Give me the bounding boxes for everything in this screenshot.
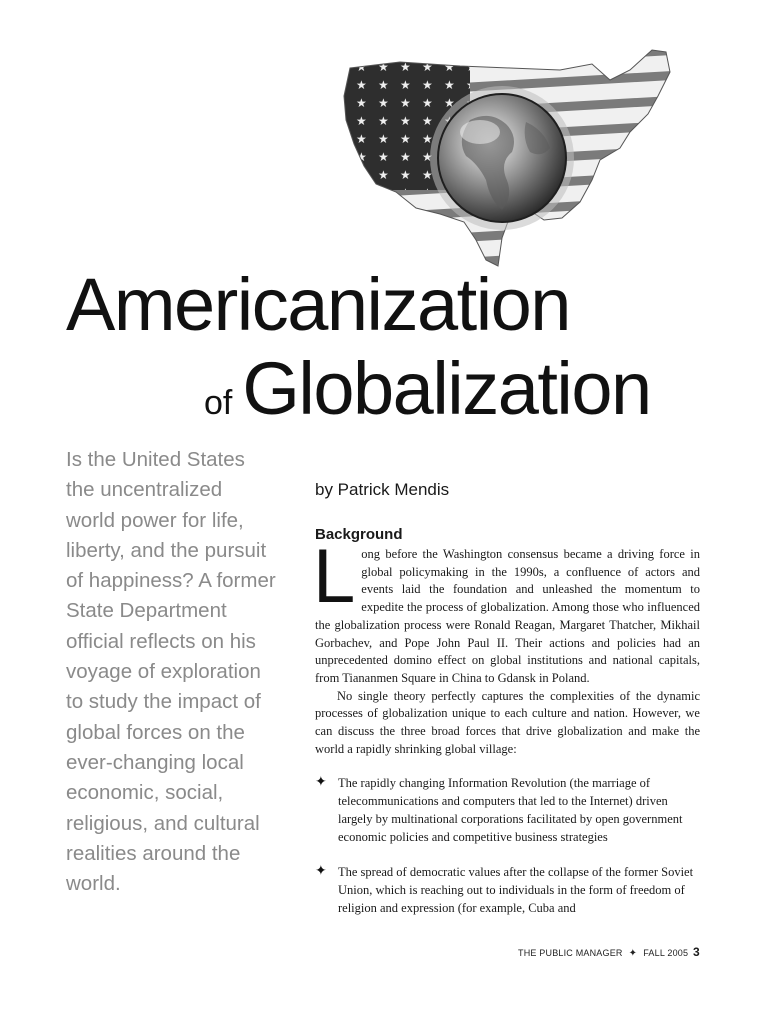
page-number: 3	[693, 945, 700, 959]
bullet-list	[315, 775, 700, 917]
byline: by Patrick Mendis	[315, 480, 450, 499]
us-flag-map-with-globe-icon	[330, 40, 680, 270]
list-item-text: The rapidly changing Information Revolution (the marriage of telecommunications and computers that led to the Internet) driven largely by multinational corporations facilitated by open government economic policies and competitive business strategies	[338, 776, 683, 844]
list-item-text: The spread of democratic values after the collapse of the former Soviet Union, which is reaching out to individuals in the form of freedom of religion and expression (for example, Cuba and	[338, 865, 694, 915]
page-footer	[518, 948, 688, 959]
list-item	[315, 864, 700, 917]
footer-star-icon: ✦	[628, 948, 638, 959]
paragraph-1-text: ong before the Washington consensus became a driving force in global policymaking in the 1990s, a confluence of actors and events laid the foundation and unleashed the momentum to expedite the process of globalization. Among those who influenced the globalization process were Ronald Reagan, Margaret Thatcher, Mikhail Gorbachev, and Pope John Paul II. Their actions and policies had an unprecedented domino effect on global institutions and national capitals, from Tiananmen Square in China to Gdansk in Poland.	[315, 547, 700, 685]
article-deck: Is the United States the uncentralized world power for life, liberty, and the pursuit of happiness? A former State Department official reflects on his voyage of exploration to study the impact of global forces on the ever-changing local economic, social, religious, and cultural realities around the world.	[66, 448, 276, 896]
star-bullet-icon: ✦	[315, 775, 327, 791]
title-word-globalization: Globalization	[242, 347, 651, 430]
publication-name: THE PUBLIC MANAGER	[518, 948, 623, 958]
title-connector: of	[204, 384, 233, 422]
body-paragraph-2: No single theory perfectly captures the complexities of the dynamic processes of globalization unique to each culture and nation. However, we can discuss the three broad forces that drive globalization and make the world a rapidly shrinking global village:	[315, 688, 700, 756]
drop-cap: L	[313, 534, 356, 619]
article-title-line2	[204, 347, 651, 430]
section-heading: Background	[315, 526, 403, 543]
list-item	[315, 775, 700, 846]
issue-date: FALL 2005	[643, 948, 689, 958]
article-title-line1: Americanization	[66, 263, 570, 346]
star-bullet-icon: ✦	[315, 864, 327, 880]
